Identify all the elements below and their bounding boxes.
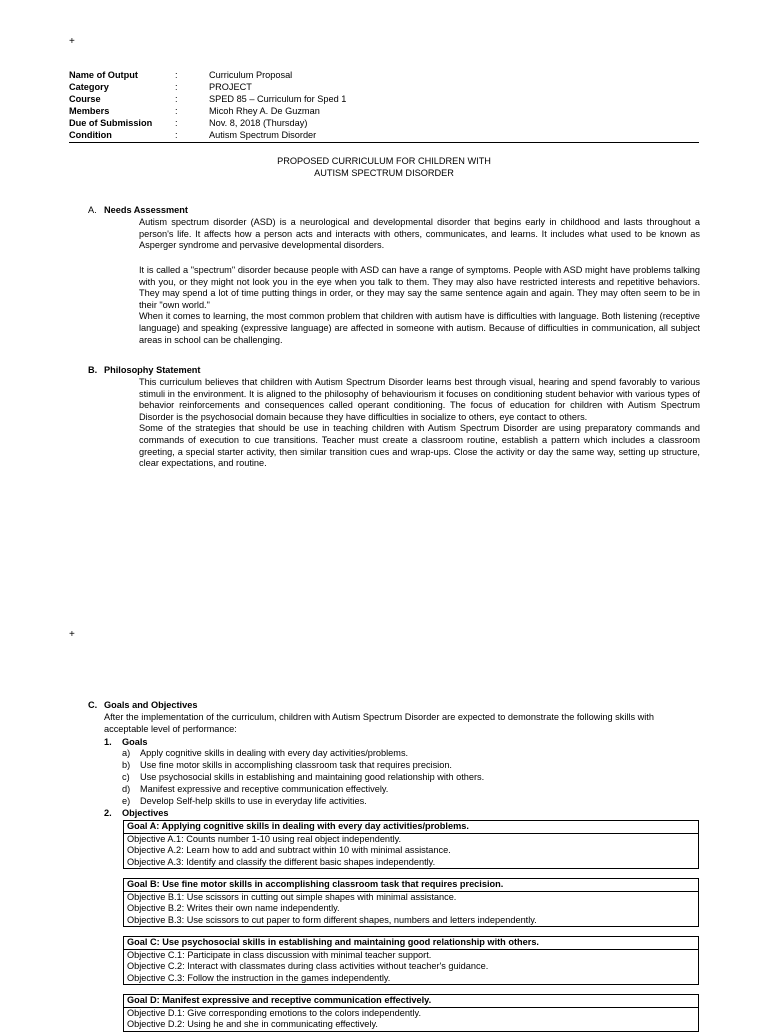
plus-mark-middle: + (69, 629, 75, 640)
section-a-paragraph-1: Autism spectrum disorder (ASD) is a neurological and developmental disorder that begins early in childhood and lasts throughout a person's life. It affects how a person acts and interacts with others, communicates, and learns. It includes what used to be known as Asperger syndrome and pervasive developmental disorders. (139, 217, 700, 251)
plus-mark-top: + (69, 36, 75, 47)
section-b-paragraphs: This curriculum believes that children with Autism Spectrum Disorder learns best through visual, hearing and spend favorably to various stimuli in the environment. It is aligned to the philosophy of behaviourism it focuses on conditioning student behavior with various types of behavior reinforcements and consequences called operant conditioning. The focus of education for children with Autism Spectrum Disorder is the psychosocial domain because they have difficulties in socialize to others, eye contact to others. Some of the strategies that should be use in teaching children with Autism Spectrum Disorder are using preparatory commands and commands of execution to cue transitions. Teacher must create a classroom routine, establish a pattern which includes a classroom greeting, a special starter activity, then similar transition cues and wrap-ups. Close the activity or day the same way, setting up structure, clear expectations, and routine. (139, 377, 700, 469)
section-b-heading: Philosophy Statement (104, 365, 201, 375)
meta-row: Condition : Autism Spectrum Disorder (69, 130, 317, 140)
goal-item: b) Use fine motor skills in accomplishing classroom task that requires precision. (122, 760, 452, 770)
objectives-label: Objectives (122, 808, 169, 818)
meta-row: Members : Micoh Rhey A. De Guzman (69, 106, 320, 116)
document-header-table (69, 70, 699, 142)
section-a-paragraph-2: It is called a "spectrum" disorder because people with ASD can have a range of symptoms. People with ASD might have problems talking with you, or they might not look you in the eye when you talk to them. They may also have restricted interests and repetitive behaviors. They may spend a lot of time putting things in order, or they may say the same sentence again and again. They may often seem to be in their "own world." When it comes to learning, the most common problem that children with autism have is difficulties with language. Both listening (receptive language) and speaking (expressive language) are affected in someone with autism. Because of difficulties in communication, all subject areas in school can be challenging. (139, 265, 700, 345)
header-divider (69, 142, 699, 143)
goal-item: c) Use psychosocial skills in establishing and maintaining good relationship with others. (122, 772, 485, 782)
section-c-heading: Goals and Objectives (104, 700, 198, 710)
section-c-letter: C. (88, 700, 98, 710)
goal-c-objectives-table: Goal C: Use psychosocial skills in establishing and maintaining good relationship with others. Objective C.1: Participate in class discussion with minimal teacher support. Objective C.2: Interact with classmates during class activities without teacher's guidance. Objective C.3: Follow the instruction in the games independently. (123, 936, 699, 985)
section-b-letter: B. (88, 365, 98, 375)
goal-item: a) Apply cognitive skills in dealing with every day activities/problems. (122, 748, 409, 758)
objectives-number: 2. (104, 808, 112, 818)
goals-label: Goals (122, 737, 148, 747)
section-a-letter: A. (88, 205, 97, 215)
goal-d-objectives-table: Goal D: Manifest expressive and receptive communication effectively. Objective D.1: Give corresponding emotions to the colors independently. Objective D.2: Using he and she in communicating effectively. (123, 994, 699, 1032)
goal-b-objectives-table: Goal B: Use fine motor skills in accomplishing classroom task that requires precision. Objective B.1: Use scissors in cutting out simple shapes with minimal assistance. Objective B.2: Writes their own name independently. Objective B.3: Use scissors to cut paper to form different shapes, numbers and letters independently. (123, 878, 699, 927)
section-c-intro: After the implementation of the curriculum, children with Autism Spectrum Disorder are expected to demonstrate the following skills with acceptable level of performance: (104, 712, 654, 734)
document-title: PROPOSED CURRICULUM FOR CHILDREN WITH AUTISM SPECTRUM DISORDER (277, 156, 491, 178)
meta-row: Due of Submission : Nov. 8, 2018 (Thursday) (69, 118, 308, 128)
meta-row: Name of Output : Curriculum Proposal (69, 70, 293, 80)
goal-a-objectives-table: Goal A: Applying cognitive skills in dealing with every day activities/problems. Objective A.1: Counts number 1-10 using real object independently. Objective A.2: Learn how to add and subtract within 10 with minimal assistance. Objective A.3: Identify and classify the different basic shapes independently. (123, 820, 699, 869)
goal-item: d) Manifest expressive and receptive communication effectively. (122, 784, 389, 794)
meta-row: Category : PROJECT (69, 82, 252, 92)
goal-item: e) Develop Self-help skills to use in everyday life activities. (122, 796, 367, 806)
goals-number: 1. (104, 737, 112, 747)
meta-row: Course : SPED 85 – Curriculum for Sped 1 (69, 94, 347, 104)
section-a-heading: Needs Assessment (104, 205, 188, 215)
